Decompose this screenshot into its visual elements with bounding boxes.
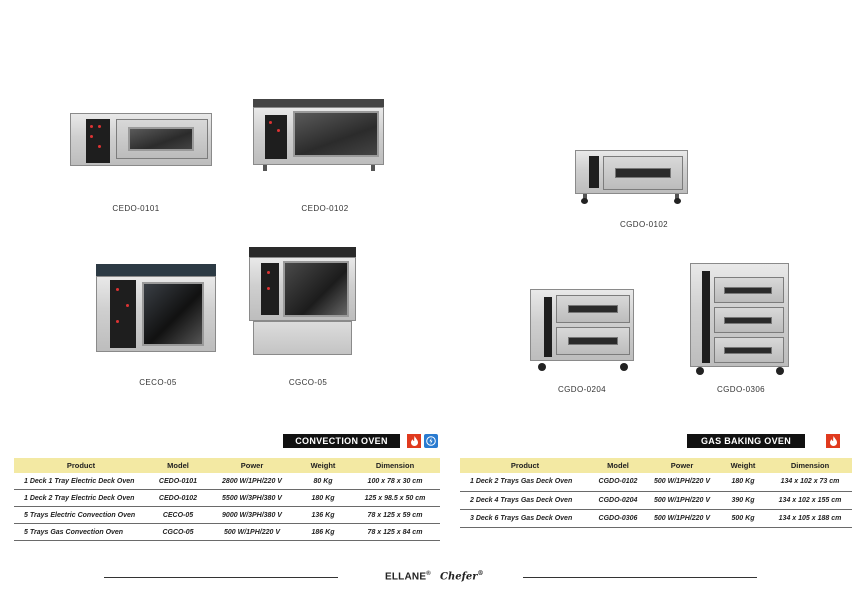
table-row bbox=[14, 490, 440, 507]
cell-weight: 180 Kg bbox=[718, 473, 768, 491]
oven-image-cgdo-0306 bbox=[690, 263, 789, 375]
cell-power: 5500 W/3PH/380 V bbox=[208, 490, 296, 507]
cell-power: 9000 W/3PH/380 V bbox=[208, 507, 296, 524]
cell-model: CECO-05 bbox=[148, 507, 208, 524]
cell-dimension: 100 x 78 x 30 cm bbox=[350, 473, 440, 490]
cell-weight: 390 Kg bbox=[718, 491, 768, 509]
cell-weight: 180 Kg bbox=[296, 490, 350, 507]
cell-model: CGCO-05 bbox=[148, 524, 208, 541]
cell-product: 5 Trays Gas Convection Oven bbox=[14, 524, 148, 541]
column-header-weight: Weight bbox=[718, 458, 768, 473]
cell-dimension: 134 x 102 x 155 cm bbox=[768, 491, 852, 509]
oven-image-cgdo-0102 bbox=[575, 150, 688, 204]
chefer-logo bbox=[440, 570, 484, 582]
ellane-logo bbox=[385, 571, 431, 582]
cell-model: CGDO-0204 bbox=[590, 491, 646, 509]
cell-product: 1 Deck 2 Tray Electric Deck Oven bbox=[14, 490, 148, 507]
cell-power: 2800 W/1PH/220 V bbox=[208, 473, 296, 490]
cell-power: 500 W/1PH/220 V bbox=[646, 509, 718, 527]
ellane-logo-text: ELLANE bbox=[385, 571, 427, 583]
oven-image-cgco-05 bbox=[249, 247, 356, 357]
cell-model: CGDO-0306 bbox=[590, 509, 646, 527]
cell-weight: 136 Kg bbox=[296, 507, 350, 524]
oven-image-ceco-05 bbox=[96, 264, 216, 354]
oven-image-cedo-0102 bbox=[253, 99, 384, 171]
cell-dimension: 134 x 105 x 188 cm bbox=[768, 509, 852, 527]
cell-weight: 80 Kg bbox=[296, 473, 350, 490]
cell-power: 500 W/1PH/220 V bbox=[646, 473, 718, 491]
registered-mark: ® bbox=[426, 571, 431, 577]
cell-power: 500 W/1PH/220 V bbox=[646, 491, 718, 509]
column-header-dimension: Dimension bbox=[350, 458, 440, 473]
cell-product: 5 Trays Electric Convection Oven bbox=[14, 507, 148, 524]
oven-image-cgdo-0204 bbox=[530, 289, 634, 372]
footer-rule-left bbox=[104, 577, 338, 578]
table-row bbox=[460, 473, 852, 491]
caption-cedo-0101: CEDO-0101 bbox=[112, 204, 160, 213]
footer-rule-right bbox=[523, 577, 757, 578]
oven-image-cedo-0101 bbox=[70, 113, 212, 168]
cell-product: 3 Deck 6 Trays Gas Deck Oven bbox=[460, 509, 590, 527]
cell-power: 500 W/1PH/220 V bbox=[208, 524, 296, 541]
cell-product: 2 Deck 4 Trays Gas Deck Oven bbox=[460, 491, 590, 509]
column-header-dimension: Dimension bbox=[768, 458, 852, 473]
cell-weight: 186 Kg bbox=[296, 524, 350, 541]
cell-model: CEDO-0101 bbox=[148, 473, 208, 490]
column-header-product: Product bbox=[460, 458, 590, 473]
cell-model: CEDO-0102 bbox=[148, 490, 208, 507]
caption-cgco-05: CGCO-05 bbox=[288, 378, 328, 387]
cell-dimension: 134 x 102 x 73 cm bbox=[768, 473, 852, 491]
column-header-power: Power bbox=[208, 458, 296, 473]
table-row bbox=[14, 473, 440, 490]
column-header-model: Model bbox=[148, 458, 208, 473]
flame-icon bbox=[826, 434, 840, 448]
flame-icon bbox=[407, 434, 421, 448]
registered-mark: ® bbox=[477, 570, 484, 577]
column-header-power: Power bbox=[646, 458, 718, 473]
column-header-weight: Weight bbox=[296, 458, 350, 473]
cell-dimension: 78 x 125 x 59 cm bbox=[350, 507, 440, 524]
caption-cgdo-0204: CGDO-0204 bbox=[557, 385, 607, 394]
column-header-model: Model bbox=[590, 458, 646, 473]
cell-product: 1 Deck 2 Trays Gas Deck Oven bbox=[460, 473, 590, 491]
cell-product: 1 Deck 1 Tray Electric Deck Oven bbox=[14, 473, 148, 490]
table-row bbox=[460, 491, 852, 509]
cell-dimension: 78 x 125 x 84 cm bbox=[350, 524, 440, 541]
cell-weight: 500 Kg bbox=[718, 509, 768, 527]
caption-cgdo-0102: CGDO-0102 bbox=[619, 220, 669, 229]
caption-cgdo-0306: CGDO-0306 bbox=[716, 385, 766, 394]
electric-icon bbox=[424, 434, 438, 448]
gas-baking-oven-table bbox=[460, 458, 852, 528]
cell-dimension: 125 x 98.5 x 50 cm bbox=[350, 490, 440, 507]
caption-ceco-05: CECO-05 bbox=[139, 378, 177, 387]
convection-oven-banner: CONVECTION OVEN bbox=[283, 434, 400, 448]
table-header-row bbox=[460, 458, 852, 473]
column-header-product: Product bbox=[14, 458, 148, 473]
table-header-row bbox=[14, 458, 440, 473]
table-row bbox=[460, 509, 852, 527]
chefer-logo-text: Chefer bbox=[440, 571, 478, 583]
convection-oven-table bbox=[14, 458, 440, 541]
table-row bbox=[14, 507, 440, 524]
gas-baking-oven-banner: GAS BAKING OVEN bbox=[687, 434, 805, 448]
table-row bbox=[14, 524, 440, 541]
cell-model: CGDO-0102 bbox=[590, 473, 646, 491]
caption-cedo-0102: CEDO-0102 bbox=[301, 204, 349, 213]
